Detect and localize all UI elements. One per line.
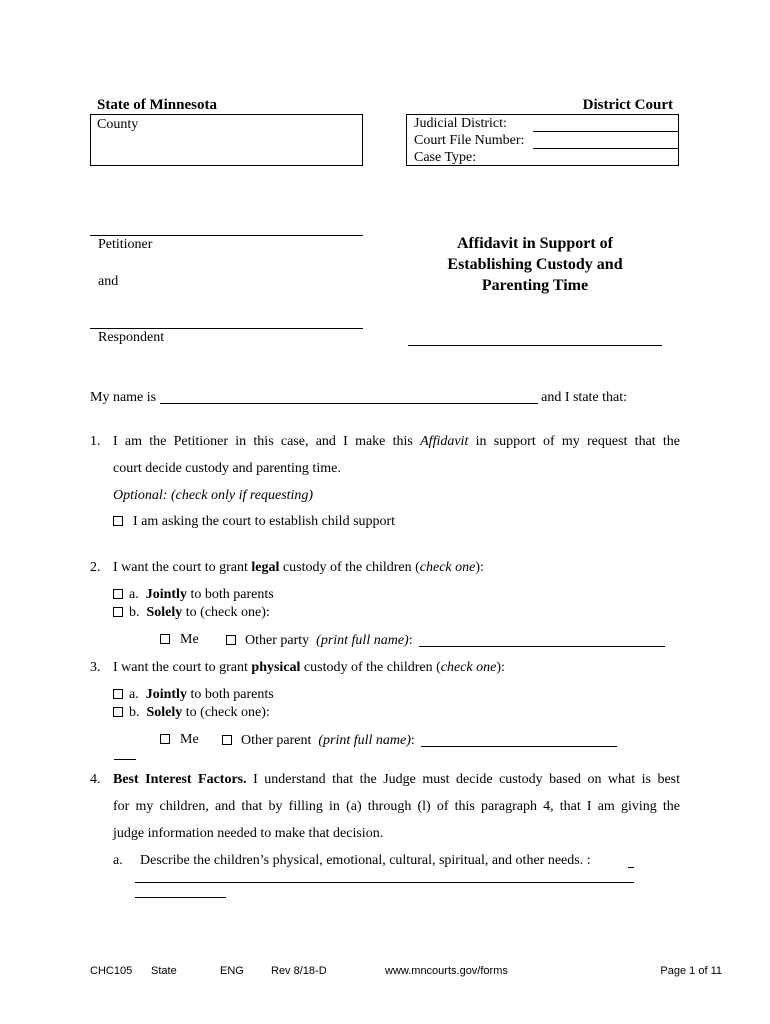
respondent-name-field[interactable]	[90, 328, 363, 329]
legal-jointly-bold: Jointly	[145, 587, 187, 602]
petitioner-name-field[interactable]	[90, 235, 363, 236]
title-underline-field[interactable]	[408, 345, 662, 346]
legal-jointly-letter: a.	[129, 587, 139, 602]
item-4-line-2: for my children, and that by filling in (a) through (l) of this paragraph 4, that I am giving the	[113, 799, 680, 814]
legal-other-print-name: (print full name)	[316, 633, 409, 648]
child-support-option[interactable]	[113, 514, 395, 530]
item-2-text-a: I want the court to grant	[113, 560, 248, 575]
physical-jointly-checkbox[interactable]	[113, 689, 123, 699]
legal-other-name-field[interactable]	[419, 632, 665, 647]
form-title-line-2: Establishing Custody and	[447, 256, 623, 273]
judicial-district-label: Judicial District:	[414, 116, 507, 131]
item-3-check-one: check one	[440, 660, 497, 675]
item-4-line-1	[113, 772, 680, 788]
judicial-district-field[interactable]	[533, 131, 678, 132]
court-heading: District Court	[582, 97, 673, 113]
court-file-number-label: Court File Number:	[414, 133, 525, 148]
physical-other-name-field[interactable]	[421, 732, 617, 747]
item-2-number: 2.	[90, 560, 101, 575]
case-info-box	[406, 114, 679, 166]
legal-jointly-checkbox[interactable]	[113, 589, 123, 599]
legal-solely-text: to (check one):	[185, 605, 270, 620]
physical-me-label: Me	[180, 732, 199, 747]
item-4a-answer-start[interactable]	[628, 867, 634, 868]
and-label: and	[98, 274, 119, 289]
item-1-number: 1.	[90, 434, 101, 449]
physical-other-colon: :	[410, 733, 415, 748]
physical-other-option[interactable]	[222, 732, 617, 749]
item-1-optional: Optional: (check only if requesting)	[113, 488, 314, 503]
physical-solely-text: to (check one):	[185, 705, 270, 720]
form-title-line-3: Parenting Time	[481, 277, 589, 294]
item-3-text-c: ):	[496, 660, 505, 675]
item-4a-letter: a.	[113, 853, 123, 868]
item-3-number: 3.	[90, 660, 101, 675]
item-1-affidavit: Affidavit	[420, 434, 469, 449]
item-2-line	[113, 560, 484, 576]
legal-me-checkbox[interactable]	[160, 634, 170, 644]
item-3-line	[113, 660, 505, 676]
my-name-field[interactable]	[160, 389, 538, 404]
petitioner-label: Petitioner	[98, 237, 153, 252]
physical-solely-option[interactable]	[113, 705, 270, 721]
item-3-text-a: I want the court to grant	[113, 660, 248, 675]
legal-other-checkbox[interactable]	[226, 635, 236, 645]
item-4-line-3: judge information needed to make that decision.	[113, 826, 384, 841]
footer-state: State	[151, 965, 177, 977]
item-4-number: 4.	[90, 772, 101, 787]
item-1-text-b: in support of my request that the	[475, 434, 681, 449]
item-1-line-1	[113, 434, 680, 450]
footer-language: ENG	[220, 965, 244, 977]
legal-solely-option[interactable]	[113, 605, 270, 621]
form-title	[406, 233, 664, 296]
physical-other-label: Other parent	[241, 733, 312, 748]
legal-solely-bold: Solely	[146, 605, 183, 620]
form-title-line-1: Affidavit in Support of	[456, 235, 614, 252]
item-4-text-a: I understand that the Judge must decide custody based on what is best	[253, 772, 680, 787]
physical-solely-bold: Solely	[146, 705, 183, 720]
child-support-checkbox[interactable]	[113, 516, 123, 526]
physical-other-checkbox[interactable]	[222, 735, 232, 745]
case-type-label: Case Type:	[414, 150, 477, 165]
item-1-line-2: court decide custody and parenting time.	[113, 461, 341, 476]
item-4-heading: Best Interest Factors.	[113, 772, 247, 787]
county-field[interactable]	[90, 114, 363, 166]
physical-other-print-name: (print full name)	[318, 733, 411, 748]
legal-jointly-text: to both parents	[190, 587, 274, 602]
legal-solely-letter: b.	[129, 605, 140, 620]
physical-jointly-bold: Jointly	[145, 687, 187, 702]
legal-other-label: Other party	[245, 633, 310, 648]
legal-me-label: Me	[180, 632, 199, 647]
legal-other-colon: :	[408, 633, 413, 648]
legal-me-option[interactable]	[160, 632, 199, 648]
physical-jointly-letter: a.	[129, 687, 139, 702]
item-3-physical: physical	[251, 660, 301, 675]
physical-me-checkbox[interactable]	[160, 734, 170, 744]
physical-jointly-option[interactable]	[113, 687, 274, 703]
state-heading: State of Minnesota	[97, 97, 217, 113]
legal-jointly-option[interactable]	[113, 587, 274, 603]
physical-solely-checkbox[interactable]	[113, 707, 123, 717]
court-file-number-field[interactable]	[533, 148, 678, 149]
footer-url-link[interactable]: www.mncourts.gov/forms	[385, 965, 508, 977]
footer-page-number: Page 1 of 11	[660, 965, 722, 977]
legal-solely-checkbox[interactable]	[113, 607, 123, 617]
respondent-label: Respondent	[98, 330, 165, 345]
item-2-legal: legal	[251, 560, 280, 575]
county-label: County	[97, 117, 139, 132]
item-2-text-b: custody of the children (	[282, 560, 420, 575]
intro-line	[90, 389, 627, 406]
legal-other-option[interactable]	[226, 632, 665, 649]
item-4a-answer-line-1[interactable]	[135, 882, 634, 883]
item-1-text-a: I am the Petitioner in this case, and I make this	[113, 434, 413, 449]
item-2-check-one: check one	[419, 560, 476, 575]
item-2-text-c: ):	[475, 560, 484, 575]
physical-me-option[interactable]	[160, 732, 199, 748]
physical-jointly-text: to both parents	[190, 687, 274, 702]
footer-revision: Rev 8/18-D	[271, 965, 327, 977]
item-3-text-b: custody of the children (	[303, 660, 441, 675]
child-support-label: I am asking the court to establish child support	[133, 514, 396, 529]
stray-underline	[114, 759, 136, 760]
physical-solely-letter: b.	[129, 705, 140, 720]
footer-form-code: CHC105	[90, 965, 133, 977]
intro-suffix: and I state that:	[541, 390, 628, 405]
item-4a-text: Describe the children’s physical, emotional, cultural, spiritual, and other needs. :	[140, 853, 591, 868]
item-4a-answer-line-2[interactable]	[135, 897, 226, 898]
intro-prefix: My name is	[90, 390, 157, 405]
